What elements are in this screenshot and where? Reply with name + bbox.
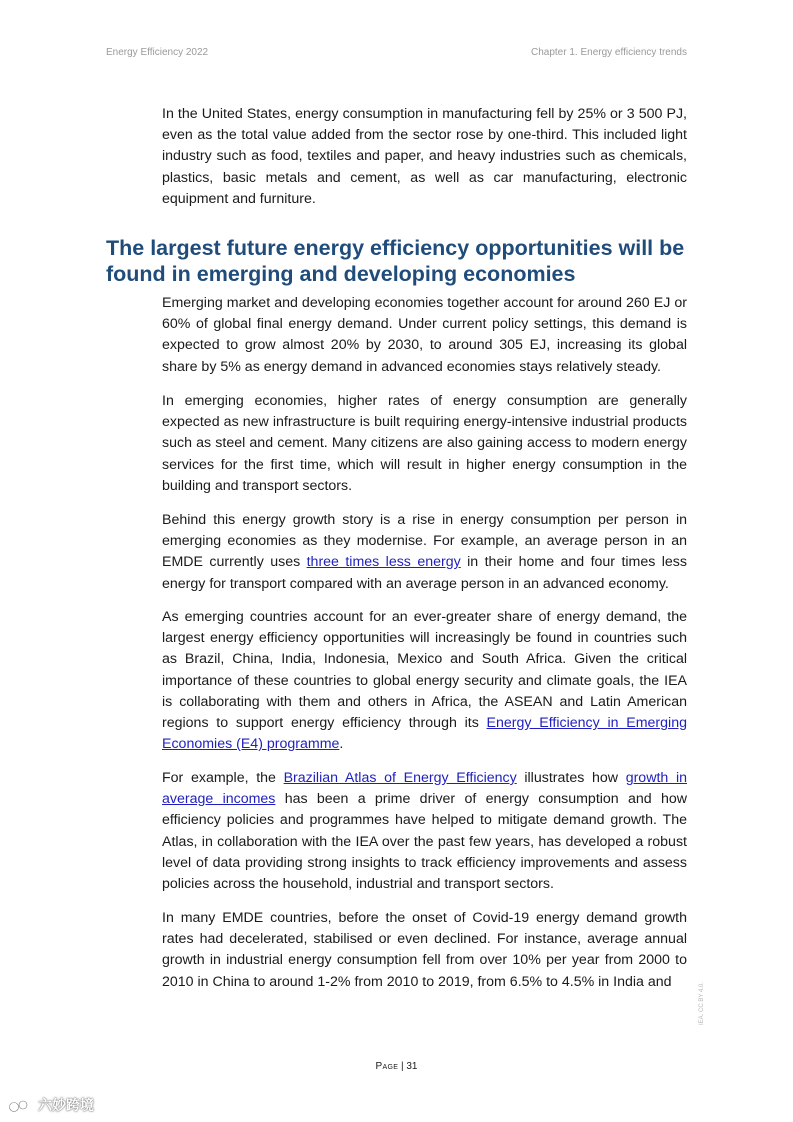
paragraph-2-block xyxy=(162,391,687,497)
page-number: 31 xyxy=(406,1061,418,1072)
paragraph-5-text-middle: illustrates how xyxy=(516,770,626,786)
paragraph-6: In many EMDE countries, before the onset of Covid-19 energy demand growth rates had decelerated, stabilised or even declined. For instance, average annual growth in industrial energy consumption fell from over 10% per year from 2000 to 2010 in China to around 1-2% from 2010 to 2019, from 6.5% to 4.5% in India and xyxy=(162,910,687,990)
three-times-less-energy-link[interactable]: three times less energy xyxy=(306,554,461,571)
section-heading: The largest future energy efficiency opportunities will be found in emerging and developing economies xyxy=(106,236,685,286)
paragraph-4-text-before: As emerging countries account for an ever-greater share of energy demand, the largest energy efficiency opportunities will increasingly be found in countries such as Brazil, China, India, Indonesia, Mexico and South Africa. Given the critical importance of these countries to global energy security and climate goals, the IEA is collaborating with them and others in Africa, the ASEAN and Latin American regions to support energy efficiency through its xyxy=(162,609,687,732)
page-footer xyxy=(0,1061,793,1072)
paragraph-1: Emerging market and developing economies together account for around 260 EJ or 60% of global final energy demand. Under current policy settings, this demand is expected to grow almost 20% by 2030, to around 305 EJ, increasing its global share by 5% as energy demand in advanced economies stays relatively steady. xyxy=(162,295,687,375)
running-header-title: Energy Efficiency 2022 xyxy=(106,47,209,58)
paragraph-4-block xyxy=(162,607,687,755)
intro-paragraph-block xyxy=(162,104,687,210)
page-label: Page xyxy=(375,1061,399,1072)
paragraph-6-block xyxy=(162,908,687,993)
paragraph-3-text-after: in their home and four times less energy for transport compared with an average person in an advanced economy. xyxy=(162,554,687,592)
paragraph-4-text-after: . xyxy=(339,736,344,753)
paragraph-1-block xyxy=(162,293,687,378)
growth-in-average-incomes-link[interactable]: growth in average incomes xyxy=(162,770,687,808)
paragraph-2: In emerging economies, higher rates of energy consumption are generally expected as new infrastructure is built requiring energy-intensive industrial products such as steel and cement. Many citizens are also gaining access to modern energy services for the first time, which will result in higher energy consumption in the building and transport sectors. xyxy=(162,393,687,494)
paragraph-5-block xyxy=(162,768,687,895)
e4-programme-link[interactable]: Energy Efficiency in Emerging Economies (E4) programme xyxy=(162,715,687,753)
running-header-chapter: Chapter 1. Energy efficiency trends xyxy=(530,47,687,58)
watermark-logo-icon xyxy=(8,1096,34,1114)
paragraph-3 xyxy=(162,510,687,595)
paragraph-4 xyxy=(162,607,687,755)
intro-paragraph: In the United States, energy consumption in manufacturing fell by 25% or 3 500 PJ, even as the total value added from the sector rose by one-third. This included light industry such as food, textiles and paper, and heavy industries such as chemicals, plastics, basic metals and cement, as well as car manufacturing, electronic equipment and furniture. xyxy=(162,106,687,207)
page-separator: | xyxy=(400,1061,404,1072)
watermark xyxy=(8,1095,94,1115)
paragraph-3-text-before: Behind this energy growth story is a rise in energy consumption per person in emerging economies as they modernise. For example, an average person in an EMDE currently uses xyxy=(162,512,687,571)
paragraph-5-text-after: has been a prime driver of energy consumption and how efficiency policies and programmes have helped to mitigate demand growth. The Atlas, in collaboration with the IEA over the past few years, has developed a robust level of data providing strong insights to track efficiency improvements and assess policies across the household, industrial and transport sectors. xyxy=(162,791,687,893)
paragraph-5-text-before: For example, the xyxy=(162,770,284,786)
paragraph-5 xyxy=(162,768,687,895)
license-notice: IEA. CC BY 4.0. xyxy=(699,982,705,1025)
watermark-text: 六妙跨境 xyxy=(38,1097,94,1113)
paragraph-3-block xyxy=(162,510,687,595)
brazilian-atlas-link[interactable]: Brazilian Atlas of Energy Efficiency xyxy=(283,770,517,786)
